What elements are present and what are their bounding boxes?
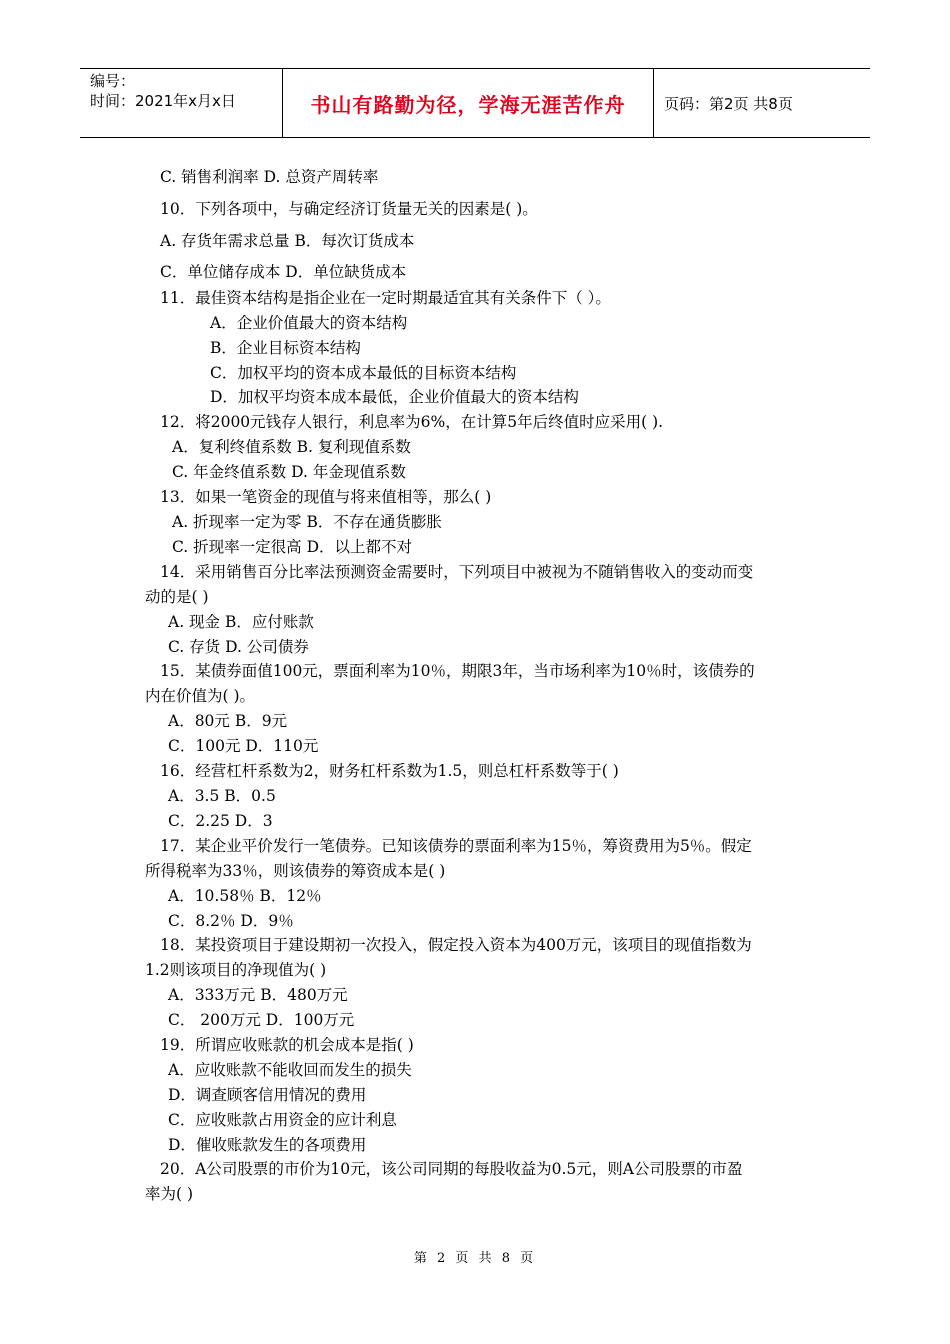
- question-line: A. 折现率一定为零 B．不存在通货膨胀: [172, 513, 442, 531]
- question-line: C. 年金终值系数 D. 年金现值系数: [172, 463, 406, 481]
- question-line: D．加权平均资本成本最低，企业价值最大的资本结构: [210, 388, 579, 406]
- question-line: 动的是( ): [145, 588, 209, 606]
- header-motto: 书山有路勤为径，学海无涯苦作舟: [283, 69, 654, 137]
- question-line: 13．如果一笔资金的现值与将来值相等，那么( ): [160, 488, 492, 506]
- question-line: D．催收账款发生的各项费用: [168, 1136, 367, 1154]
- question-line: C. 销售利润率 D. 总资产周转率: [160, 168, 379, 186]
- question-line: B．企业目标资本结构: [210, 339, 361, 357]
- question-line: A．80元 B．9元: [168, 712, 288, 730]
- question-line: 15．某债券面值100元，票面利率为10％，期限3年，当市场利率为10％时，该债券的: [160, 662, 755, 680]
- serial-label: 编号：: [90, 72, 136, 90]
- question-line: 所得税率为33％，则该债券的筹资成本是( ): [145, 862, 446, 880]
- question-line: A．3.5 B．0.5: [168, 787, 276, 805]
- question-line: A. 存货年需求总量 B．每次订货成本: [160, 232, 415, 250]
- question-line: 17．某企业平价发行一笔债券。已知该债券的票面利率为15％，筹资费用为5％。假定: [160, 837, 752, 855]
- question-line: C． 200万元 D．100万元: [168, 1011, 355, 1029]
- question-line: 20．A公司股票的市价为10元，该公司同期的每股收益为0.5元，则A公司股票的市盈: [160, 1160, 743, 1178]
- question-line: 19．所谓应收账款的机会成本是指( ): [160, 1036, 414, 1054]
- question-line: 18．某投资项目于建设期初一次投入，假定投入资本为400万元，该项目的现值指数为: [160, 936, 752, 954]
- question-line: C. 存货 D. 公司债券: [168, 638, 309, 656]
- question-line: 14．采用销售百分比率法预测资金需要时，下列项目中被视为不随销售收入的变动而变: [160, 563, 754, 581]
- question-line: C．8.2％ D．9％: [168, 912, 294, 930]
- question-line: C. 折现率一定很高 D．以上都不对: [172, 538, 413, 556]
- header-page-label: 页码：第2页 共8页: [664, 94, 793, 113]
- question-line: A．复利终值系数 B. 复利现值系数: [172, 438, 411, 456]
- question-line: A．10.58％ B．12％: [168, 887, 322, 905]
- question-line: 内在价值为( )。: [145, 687, 256, 705]
- question-line: A．333万元 B．480万元: [168, 986, 348, 1004]
- question-line: 11．最佳资本结构是指企业在一定时期最适宜其有关条件下（ ）。: [160, 289, 611, 307]
- question-line: 率为( ): [145, 1185, 194, 1203]
- question-line: A. 现金 B．应付账款: [168, 613, 314, 631]
- question-line: C．2.25 D．3: [168, 812, 273, 830]
- question-line: C．应收账款占用资金的应计利息: [168, 1111, 397, 1129]
- question-line: A．企业价值最大的资本结构: [210, 314, 408, 332]
- question-line: 1.2则该项目的净现值为( ): [145, 961, 327, 979]
- date-label: 时间：2021年x月x日: [90, 92, 236, 110]
- page-footer: 第 2 页 共 8 页: [413, 1251, 537, 1266]
- question-line: C．加权平均的资本成本最低的目标资本结构: [210, 364, 517, 382]
- question-line: 10．下列各项中，与确定经济订货量无关的因素是( )。: [160, 200, 538, 218]
- question-line: A．应收账款不能收回而发生的损失: [168, 1061, 412, 1079]
- question-line: 12．将2000元钱存人银行，利息率为6%，在计算5年后终值时应采用( ).: [160, 413, 664, 431]
- question-line: 16．经营杠杆系数为2，财务杠杆系数为1.5，则总杠杆系数等于( ): [160, 762, 619, 780]
- question-line: C．单位储存成本 D．单位缺货成本: [160, 263, 407, 281]
- question-line: C．100元 D．110元: [168, 737, 319, 755]
- question-line: D．调查顾客信用情况的费用: [168, 1086, 367, 1104]
